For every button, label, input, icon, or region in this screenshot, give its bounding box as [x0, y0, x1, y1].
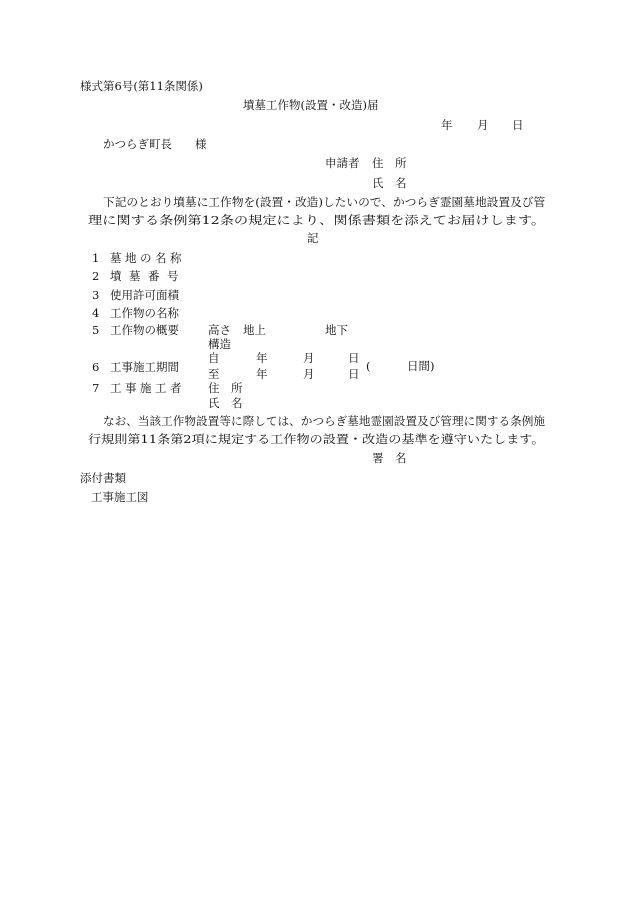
applicant-role: 申請者	[325, 156, 360, 170]
item-4-number: 4	[92, 306, 100, 320]
item-4-label: 工作物の名称	[110, 306, 179, 320]
item-5-number: 5	[92, 323, 100, 337]
applicant-name-label: 氏 名	[372, 176, 407, 190]
item-1-number: 1	[92, 251, 100, 265]
note-line-2: 行規則第11条第2項に規定する工作物の設置・改造の基準を遵守いたします。	[88, 432, 545, 446]
item-6-duration: 日間)	[407, 359, 435, 373]
item-6-paren-open: (	[366, 359, 371, 373]
date-day: 日	[512, 118, 524, 132]
attachments-heading: 添付書類	[80, 471, 126, 485]
item-1-label: 墓地の名称	[110, 251, 185, 265]
note-line-1: なお、当該工作物設置等に際しては、かつらぎ墓地霊園設置及び管理に関する条例施	[103, 414, 545, 428]
item-6-from-day: 日	[348, 351, 360, 365]
body-text-line-1: 下記のとおり墳墓に工作物を(設置・改造)したいので、かつらぎ霊園墓地設置及び管	[103, 195, 546, 209]
item-6-to-month: 月	[303, 367, 315, 381]
body-text-line-2: 理に関する条例第12条の規定により、関係書類を添えてお届けします。	[88, 213, 546, 227]
signature-label: 署 名	[372, 451, 407, 465]
item-6-to-day: 日	[348, 367, 360, 381]
item-7-label: 工事施工者	[110, 381, 185, 395]
item-7-number: 7	[92, 381, 100, 395]
item-6-number: 6	[92, 360, 100, 374]
item-7-address: 住 所	[208, 381, 243, 395]
item-6-from-month: 月	[303, 351, 315, 365]
item-3-number: 3	[92, 288, 100, 302]
item-2-label: 墳墓番号	[110, 269, 186, 283]
item-5-label: 工作物の概要	[110, 323, 179, 337]
item-6-from-year: 年	[256, 351, 268, 365]
item-3-label: 使用許可面積	[110, 288, 179, 302]
item-6-label: 工事施工期間	[110, 360, 179, 374]
item-2-number: 2	[92, 269, 100, 283]
applicant-address-label: 住 所	[372, 156, 407, 170]
addressee-honorific: 様	[195, 137, 207, 151]
ki-heading: 記	[307, 231, 319, 245]
attachments-item: 工事施工図	[91, 490, 149, 504]
item-5-height: 高さ	[208, 323, 231, 337]
item-6-to-year: 年	[256, 367, 268, 381]
document-title: 墳墓工作物(設置・改造)届	[243, 98, 379, 112]
item-5-above-ground: 地上	[243, 323, 266, 337]
addressee-name: かつらぎ町長	[103, 137, 172, 151]
date-month: 月	[477, 118, 489, 132]
item-5-structure: 構造	[208, 337, 231, 351]
item-5-below-ground: 地下	[325, 323, 348, 337]
form-number: 様式第6号(第11条関係)	[80, 79, 203, 93]
item-7-name: 氏 名	[208, 396, 243, 410]
date-year: 年	[441, 118, 453, 132]
item-6-from: 自	[208, 351, 220, 365]
item-6-to: 至	[208, 367, 220, 381]
